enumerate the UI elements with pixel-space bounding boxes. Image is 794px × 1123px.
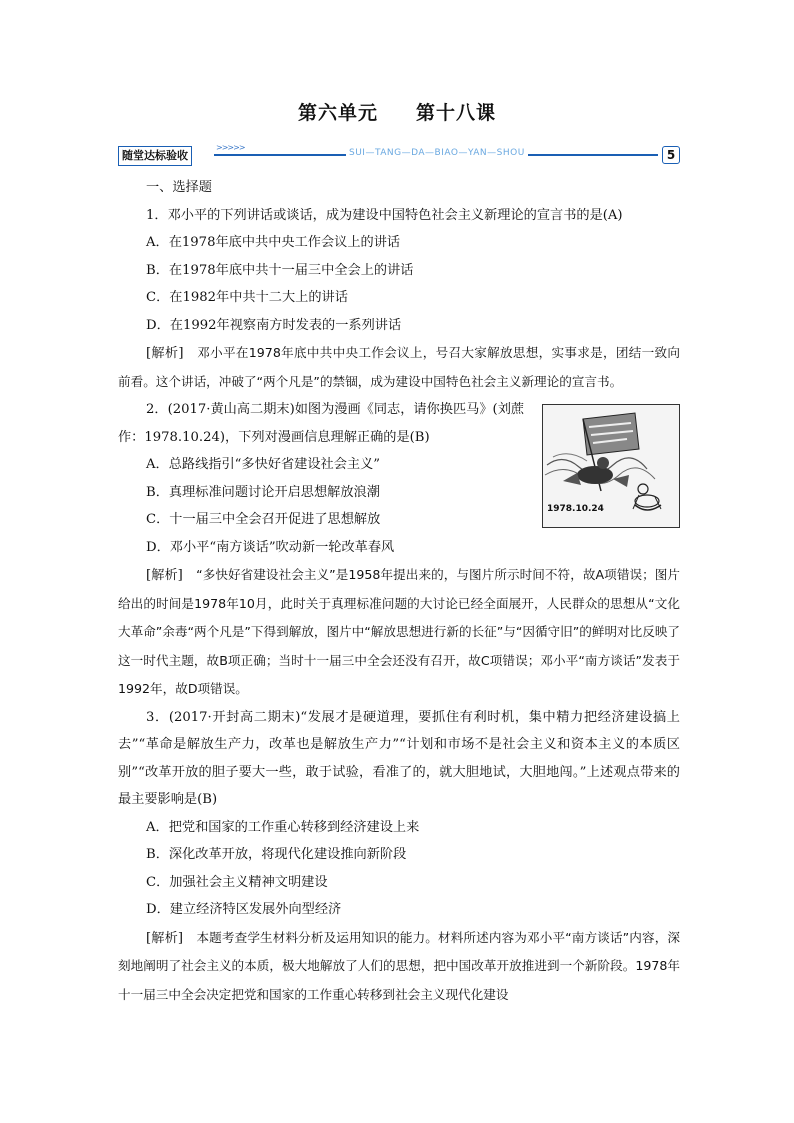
option-a: A．把党和国家的工作重心转移到经济建设上来 — [146, 819, 420, 835]
lesson-title: 第十八课 — [416, 102, 497, 124]
analysis-label: [解析] — [146, 930, 184, 946]
option-b: B．深化改革开放，将现代化建设推向新阶段 — [146, 847, 407, 862]
analysis-text: 邓小平在1978年底中共中央工作会议上，号召大家解放思想，实事求是，团结一致向前看。这个讲话，冲破了“两个凡是”的禁锢，成为建设中国特色社会主义新理论的宣言书。 — [118, 345, 680, 389]
banner-label: 随堂达标验收 — [118, 146, 192, 166]
option-a: A．在1978年底中共中央工作会议上的讲话 — [146, 235, 401, 250]
option-c: C．十一届三中全会召开促进了思想解放 — [146, 512, 381, 527]
option-b: B．真理标准问题讨论开启思想解放浪潮 — [146, 484, 380, 500]
option-d: D．邓小平“南方谈话”吹动新一轮改革春风 — [146, 539, 395, 555]
question-stem: 3．(2017·开封高二期末)“发展才是硬道理，要抓住有利时机，集中精力把经济建设搞上去”“革命是解放生产力，改革也是解放生产力”“计划和市场不是社会主义和资本主义的本质区别”“改革开放的胆子要大一些，敢于试验，看准了的，就大胆地试，大胆地闯。”上述观点带来的最主要影响是(B) — [118, 709, 680, 807]
banner-arrows: >>>>> — [216, 143, 245, 152]
analysis-label: [解析] — [146, 346, 184, 361]
option-a: A．总路线指引“多快好省建设社会主义” — [146, 457, 381, 472]
option-d: D．建立经济特区发展外向型经济 — [146, 902, 342, 917]
analysis-text: 本题考查学生材料分析及运用知识的能力。材料所述内容为邓小平“南方谈话”内容，深刻地阐明了社会主义的本质，极大地解放了人们的思想，把中国改革开放推进到一个新阶段。1978年十一届三中全会决定把党和国家的工作重心转移到社会主义现代化建设 — [118, 929, 681, 1002]
banner-pinyin: SUI—TANG—DA—BIAO—YAN—SHOU — [346, 148, 528, 158]
section-heading: 一、选择题 — [146, 180, 212, 195]
question-stem: 2．(2017·黄山高二期末)如图为漫画《同志，请你换匹马》(刘蔗作：1978.10.24)，下列对漫画信息理解正确的是(B) — [118, 402, 525, 445]
section-banner — [118, 143, 680, 164]
analysis-text: “多快好省建设社会主义”是1958年提出来的，与图片所示时间不符，故A项错误；图片给出的时间是1978年10月，此时关于真理标准问题的大讨论已经全面展开，人民群众的思想从“文化大革命”余毒“两个凡是”下得到解放，图片中“解放思想进行新的长征”与“因循守旧”的鲜明对比反映了这一时代主题，故B项正确；当时十一届三中全会还没有召开，故C项错误；邓小平“南方谈话”发表于1992年，故D项错误。 — [118, 567, 681, 696]
document-body — [118, 174, 680, 1009]
cartoon-date: 1978.10.24 — [547, 503, 604, 514]
cartoon-image — [542, 404, 680, 528]
question-2 — [118, 396, 680, 704]
analysis — [118, 561, 680, 704]
question-3 — [118, 704, 680, 1010]
analysis — [118, 924, 680, 1010]
option-d: D．在1992年视察南方时发表的一系列讲话 — [146, 317, 402, 333]
analysis — [118, 339, 680, 396]
unit-title: 第六单元 — [297, 102, 378, 124]
option-b: B．在1978年底中共十一届三中全会上的讲话 — [146, 262, 414, 278]
analysis-label: [解析] — [146, 568, 183, 583]
option-c: C．在1982年中共十二大上的讲话 — [146, 290, 348, 305]
option-c: C．加强社会主义精神文明建设 — [146, 874, 328, 890]
page-title — [0, 98, 794, 125]
banner-number-badge: 5 — [662, 146, 680, 164]
question-1 — [118, 202, 680, 397]
question-stem: 1．邓小平的下列讲话或谈话，成为建设中国特色社会主义新理论的宣言书的是(A) — [146, 207, 623, 223]
